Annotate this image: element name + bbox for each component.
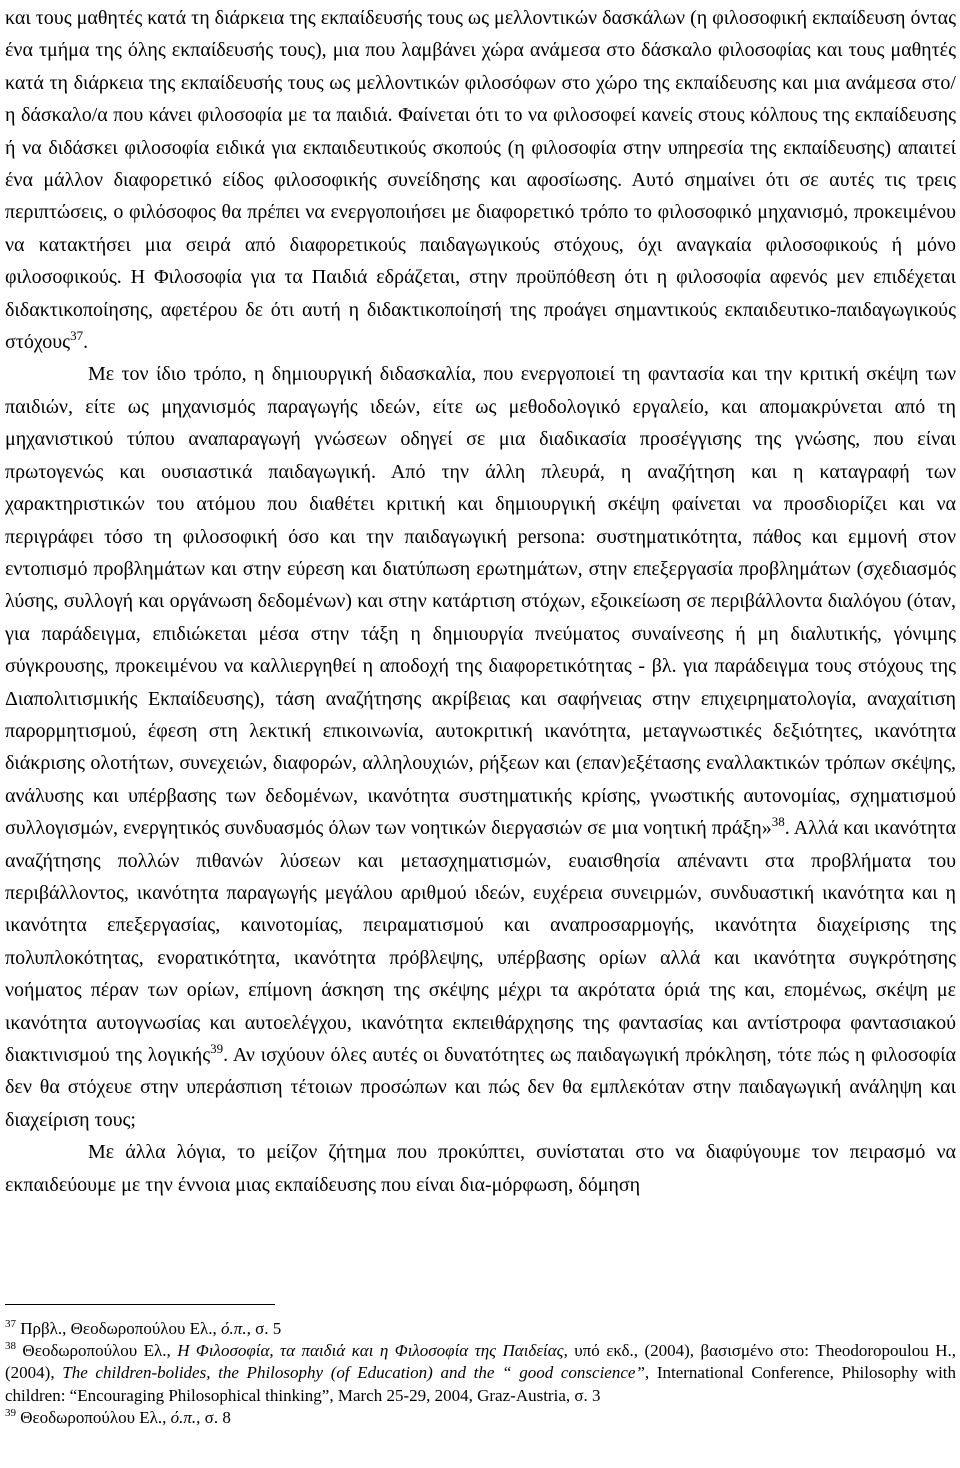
paragraph-3 [5,1136,956,1201]
footnote-39 [5,1407,956,1429]
footnote-38-italic-1: Η Φιλοσοφία, τα παιδιά και η Φιλοσοφία της Παιδείας [177,1341,564,1361]
footnote-ref-39: 39 [210,1041,224,1056]
footnote-39-italic: ό.π. [170,1407,197,1427]
paragraph-1-text: και τους μαθητές κατά τη διάρκεια της εκπαίδευσής τους ως μελλοντικών δασκάλων (η φιλοσοφική εκπαίδευση όντας ένα τμήμα της όλης εκπαίδευσής τους), μια που λαμβάνει χώρα ανάμεσα στο δάσκαλο φιλοσοφίας και τους μαθητές κατά τη διάρκεια της εκπαίδευσής τους ως μελλοντικών φιλοσόφων στο χώρο της εκπαίδευσης και μια ανάμεσα στο/η δάσκαλο/α που κάνει φιλοσοφία με τα παιδιά. Φαίνεται ότι το να φιλοσοφεί κανείς στους κόλπους της εκπαίδευσης ή να διδάσκει φιλοσοφία ειδικά για εκπαιδευτικούς σκοπούς (η φιλοσοφία στην υπηρεσία της εκπαίδευσης) απαιτεί ένα μάλλον διαφορετικό είδος φιλοσοφικής συνείδησης και αφοσίωσης. Αυτό σημαίνει ότι σε αυτές τις τρεις περιπτώσεις, ο φιλόσοφος θα πρέπει να ενεργοποιήσει με διαφορετικό τρόπο το φιλοσοφικό μηχανισμό, προκειμένου να κατακτήσει μια σειρά από διαφορετικούς παιδαγωγικούς στόχους, όχι αναγκαία φιλοσοφικούς ή μόνο φιλοσοφικούς. Η Φιλοσοφία για τα Παιδιά εδράζεται, στην προϋπόθεση ότι η φιλοσοφία αφενός μεν επιδέχεται διδακτικοποίησης, αφετέρου δε ότι αυτή η διδακτικοποίησή της προάγει σημαντικούς εκπαιδευτικο-παιδαγωγικούς στόχους [5,7,956,354]
footnote-ref-37: 37 [70,328,84,344]
footnote-separator [5,1304,275,1305]
paragraph-3-text: Με άλλα λόγια, το μείζον ζήτημα που προκύπτει, συνίσταται στο να διαφύγουμε τον πειρασμό να εκπαιδεύουμε με την έννοια μιας εκπαίδευσης που είναι δια-μόρφωση, δόμηση [5,1141,956,1196]
footnote-38-text-c: , International Conference, Philosophy with children: “Encouraging Philosophical thinking”, March 25-29, 2004, Graz-Austria, σ. 3 [5,1363,957,1405]
footnote-ref-38: 38 [771,814,785,830]
paragraph-2-text-b: . Αλλά και ικανότητα αναζήτησης πολλών πιθανών λύσεων και μετασχηματισμών, ευαισθησία απέναντι στα προβλήματα του περιβάλλοντος, ικανότητα παραγωγής μεγάλου αριθμού ιδεών, ευχέρεια συνειρμών, συνδυαστική ικανότητα και η ικανότητα επεξεργασίας, καινοτομίας, πειραματισμού και αναπροσαρμογής, ικανότητα διαχείρισης της πολυπλοκότητας, ενορατικότητα, ικανότητα πρόβλεψης, υπέρβασης ορίων αλλά και ικανότητα συγκρότησης νοήματος πέραν των ορίων, επίμονη άσκηση της σκέψης μέχρι τα ακρότατα όριά της και, επομένως, σκέψη με ικανότητα αυτογνωσίας και αυτοελέγχου, ικανότητα εκπειθάρχησης της φαντασίας και αντίστροφα φαντασιακού διακτινισμού της λογικής [5,817,956,1066]
footnote-37 [5,1318,956,1340]
footnote-37-number: 37 [5,1318,16,1330]
footnote-39-text-a: Θεοδωροπούλου Ελ., [16,1407,171,1427]
footnote-39-number: 39 [5,1406,16,1419]
footnote-37-italic: ό.π. [221,1319,247,1338]
footnote-37-text-a: Πρβλ., Θεοδωροπούλου Ελ., [16,1319,222,1338]
document-page [5,0,957,1427]
footnotes [5,1318,956,1429]
paragraph-1-end: . [83,331,89,354]
footnote-39-text-b: , σ. 8 [196,1407,231,1427]
main-text [5,0,956,1201]
paragraph-2 [5,358,956,1136]
footnote-38-number: 38 [5,1340,16,1353]
paragraph-2-text-a: Με τον ίδιο τρόπο, η δημιουργική διδασκαλία, που ενεργοποιεί τη φαντασία και την κριτική σκέψη των παιδιών, είτε ως μηχανισμός παραγωγής ιδεών, είτε ως μεθοδολογικό εργαλείο, και απομακρύνεται από τη μηχανιστικού τύπου αναπαραγωγή γνώσεων οδηγεί σε μια διαδικασία προσέγγισης της γνώσης, που είναι πρωτογενώς και ουσιαστικά παιδαγωγική. Από την άλλη πλευρά, η αναζήτηση και η καταγραφή των χαρακτηριστικών του ατόμου που διαθέτει κριτική και δημιουργική σκέψη φαίνεται να προσδιορίζει και να περιγράφει τόσο τη φιλοσοφική όσο και την παιδαγωγική persona: συστηματικότητα, πάθος και εμμονή στον εντοπισμό προβλημάτων και στην εύρεση και διατύπωση ερωτημάτων, στην επεξεργασία προβλημάτων (σχεδιασμός λύσης, συλλογή και οργάνωση δεδομένων) και στην κατάρτιση στόχων, εξοικείωση σε περιβάλλοντα διαλόγου (όταν, για παράδειγμα, επιδιώκεται μέσα στην τάξη η δημιουργία πνεύματος συναίνεσης ή μη διαλυτικής, γόνιμης σύγκρουσης, προκειμένου να καλλιεργηθεί η αποδοχή της διαφορετικότητας - βλ. για παράδειγμα τους στόχους της Διαπολιτισμικής Εκπαίδευσης), τάση αναζήτησης ακρίβειας και σαφήνειας στην επιχειρηματολογία, αναχαίτιση παρορμητισμού, έφεση στη λεκτική επικοινωνία, αυτοκριτική ικανότητα, μεταγνωστικές δεξιότητες, ικανότητα διάκρισης ολοτήτων, συνεχειών, διαφορών, αλληλουχιών, ρήξεων και (επαν)εξέτασης εναλλακτικών τρόπων σκέψης, ανάλυσης και υπέρβασης των δεδομένων, ικανότητα συστηματικής κρίσης, γνωστικής αυτονομίας, σχηματισμού συλλογισμών, ενεργητικός συνδυασμός όλων των νοητικών διεργασιών σε μια νοητική πράξη» [5,363,956,840]
paragraph-1 [5,2,956,358]
paragraph-2-text-c: . Αν ισχύουν όλες αυτές οι δυνατότητες ως παιδαγωγική πρόκληση, τότε πώς η φιλοσοφία δεν θα στόχευε στην υπεράσπιση τέτοιων προσώπων και πώς δεν θα εμπλεκόταν στην παιδαγωγική ανάληψη και διαχείριση τους; [5,1044,956,1131]
footnote-38 [5,1340,956,1407]
footnote-38-text-a: Θεοδωροπούλου Ελ., [16,1341,178,1361]
footnote-38-text-b: , υπό εκδ., (2004), βασισμένο στο: Theodoropoulou H., (2004), [5,1341,956,1383]
footnote-38-italic-2: The children-bolides, the Philosophy (of Education) and the “ good conscience” [62,1363,645,1383]
footnote-37-text-b: , σ. 5 [246,1319,282,1338]
